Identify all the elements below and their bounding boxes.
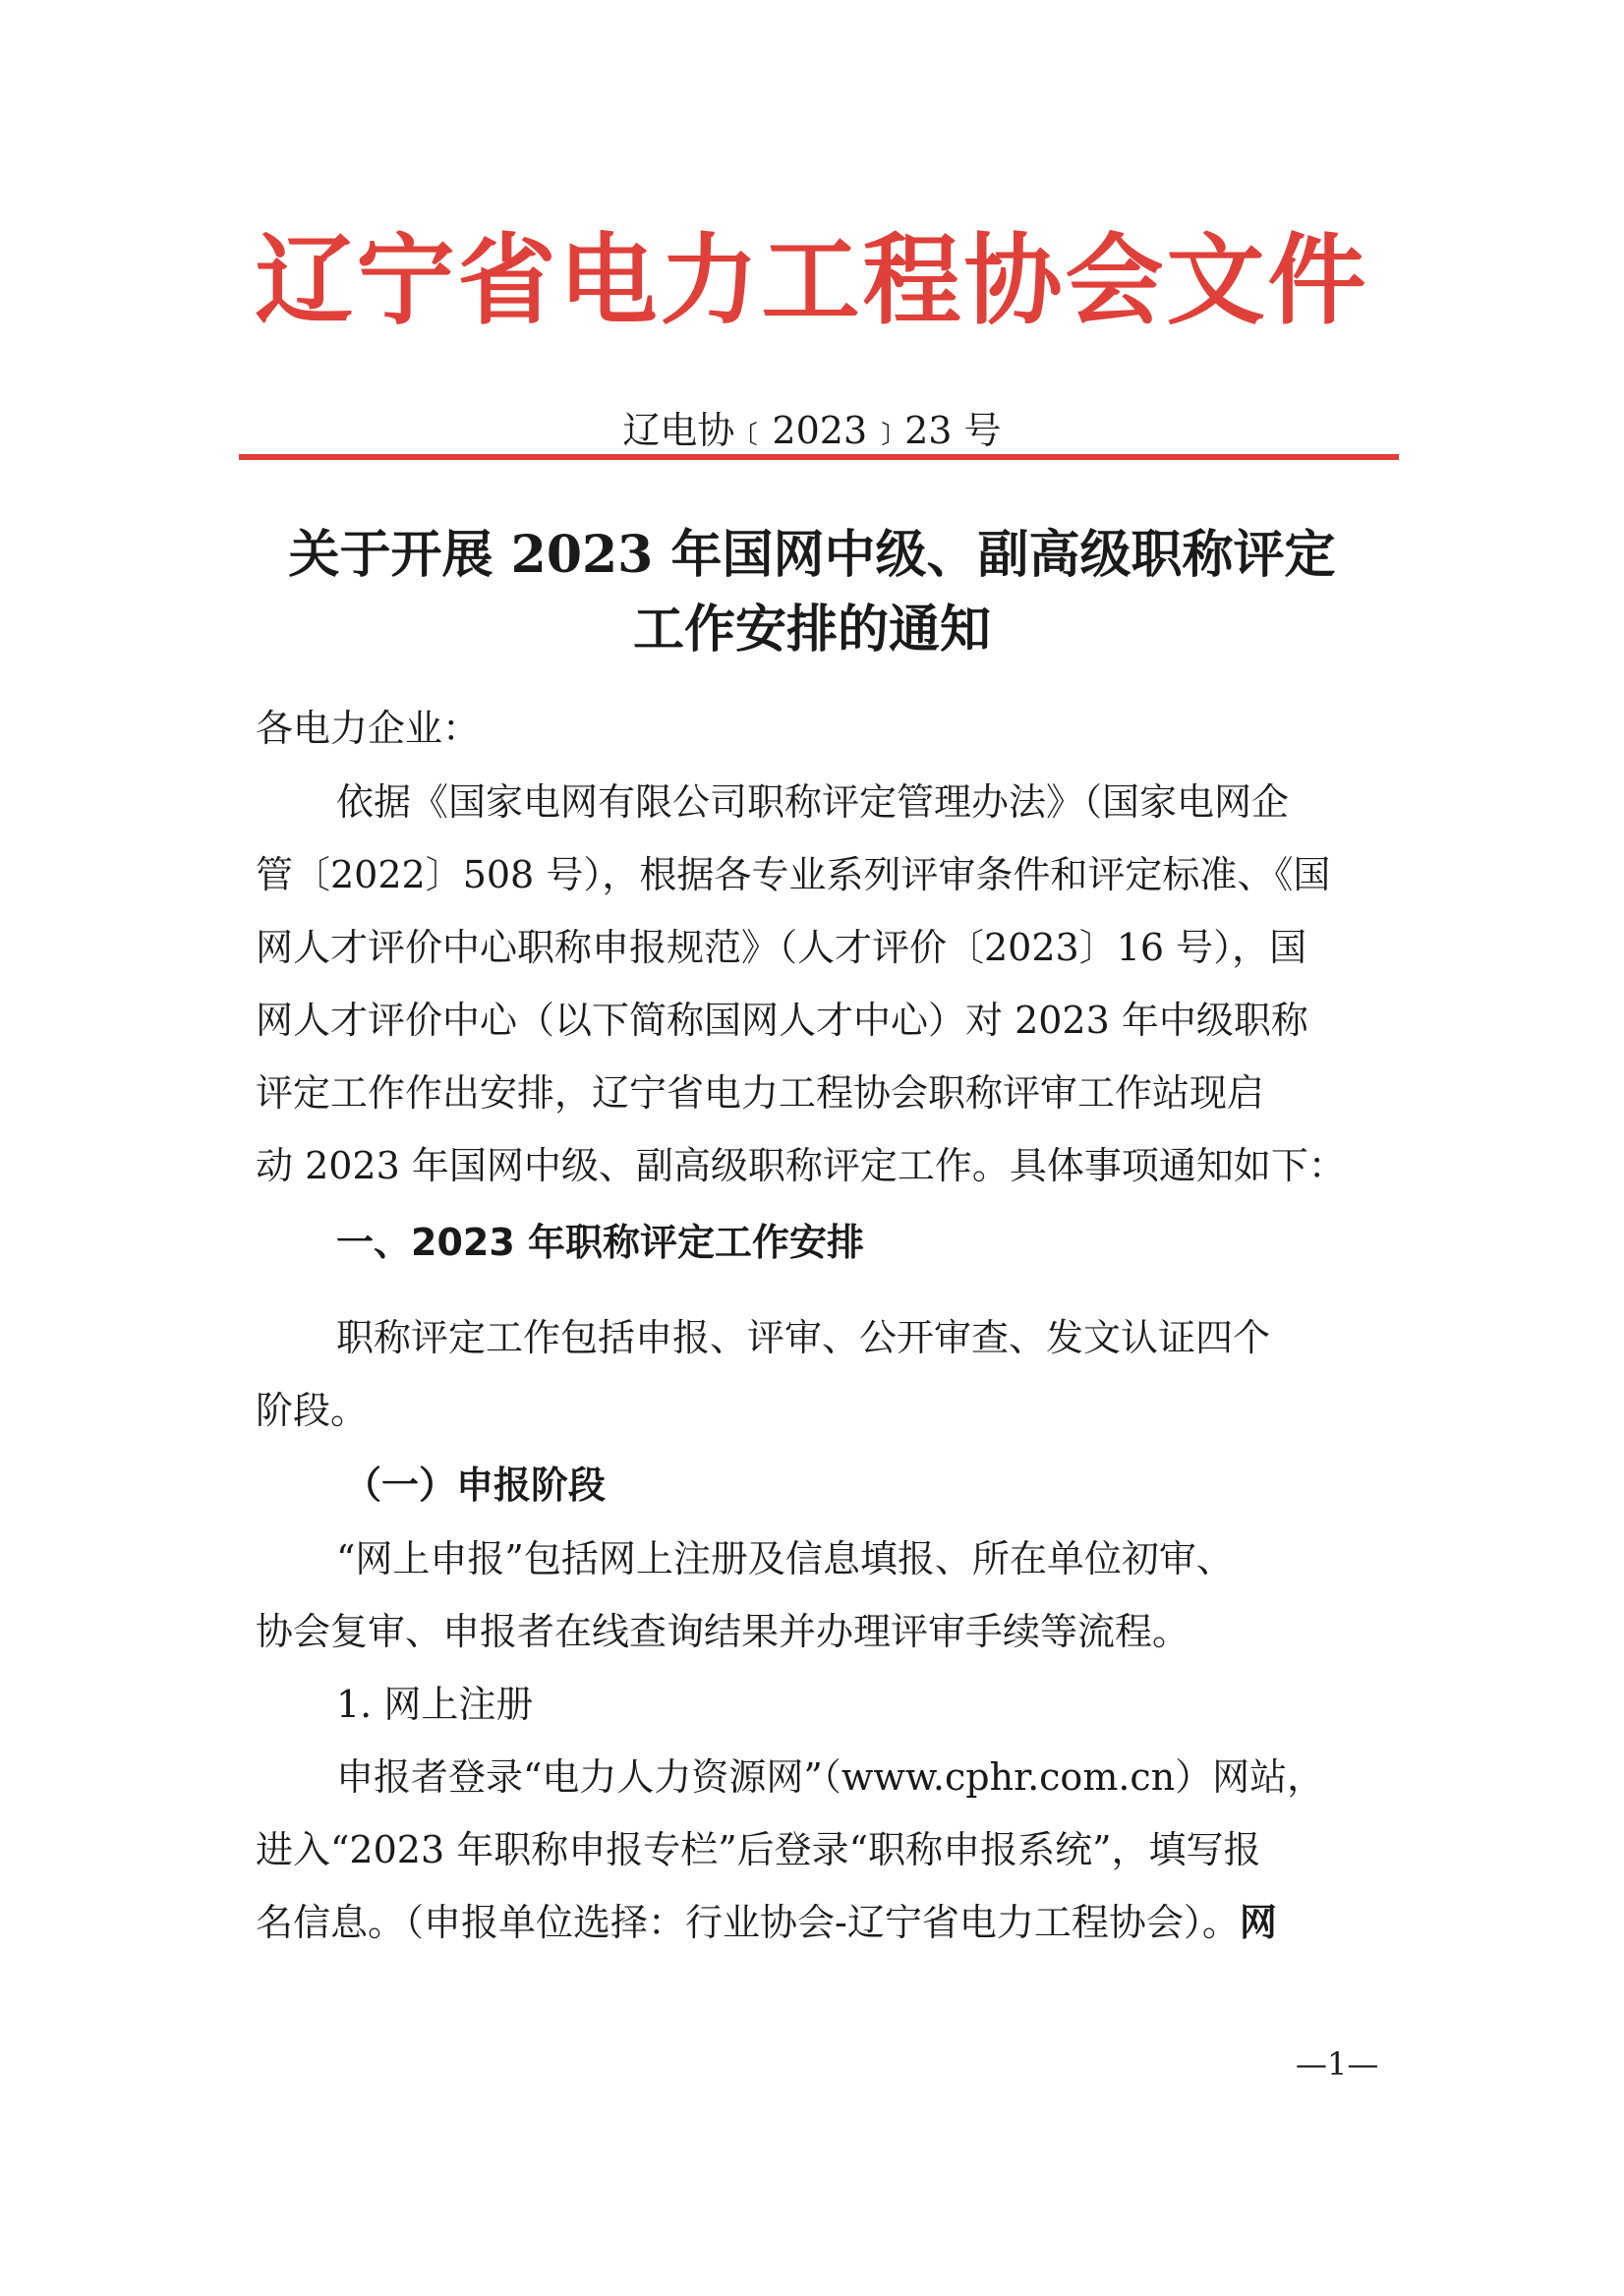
item-heading: 1. 网上注册	[336, 1683, 534, 1726]
paragraph-line: 动 2023 年国网中级、副高级职称评定工作。具体事项通知如下：	[256, 1144, 1346, 1187]
paragraph-line: 申报者登录“电力人力资源网”（www.cphr.com.cn）网站，	[336, 1755, 1325, 1799]
paragraph-line-bold-continuation: 网	[1239, 1900, 1277, 1944]
document-number: 辽电协﹝2023﹞23 号	[622, 409, 1002, 452]
paragraph-line: 评定工作作出安排，辽宁省电力工程协会职称评审工作站现启	[256, 1071, 1265, 1115]
paragraph-line: 进入“2023 年职称申报专栏”后登录“职称申报系统”，填写报	[256, 1828, 1261, 1871]
paragraph-line: 协会复审、申报者在线查询结果并办理评审手续等流程。	[256, 1610, 1190, 1653]
red-divider-rule	[239, 454, 1399, 460]
section-heading: 一、2023 年职称评定工作安排	[336, 1221, 864, 1264]
paragraph-line: “网上申报”包括网上注册及信息填报、所在单位初审、	[336, 1537, 1234, 1580]
paragraph-line	[256, 1897, 1277, 1948]
paragraph-line: 依据《国家电网有限公司职称评定管理办法》（国家电网企	[336, 780, 1290, 824]
paragraph-line: 管〔2022〕508 号），根据各专业系列评审条件和评定标准、《国	[256, 853, 1331, 896]
paragraph-line-text: 名信息。（申报单位选择：行业协会-辽宁省电力工程协会）。	[256, 1901, 1240, 1944]
page-number: —1—	[1296, 2045, 1379, 2083]
notice-title-line-1: 关于开展 2023 年国网中级、副高级职称评定	[288, 525, 1336, 585]
org-header-title: 辽宁省电力工程协会文件	[255, 222, 1369, 338]
paragraph-line: 网人才评价中心（以下简称国网人才中心）对 2023 年中级职称	[256, 999, 1308, 1042]
paragraph-line: 阶段。	[256, 1389, 369, 1432]
subsection-heading: （一）申报阶段	[344, 1464, 607, 1507]
paragraph-line: 网人才评价中心职称申报规范》（人才评价〔2023〕16 号），国	[256, 926, 1307, 969]
paragraph-line: 职称评定工作包括申报、评审、公开审查、发文认证四个	[336, 1316, 1271, 1359]
salutation: 各电力企业：	[256, 707, 481, 750]
notice-title-line-2: 工作安排的通知	[632, 600, 991, 660]
